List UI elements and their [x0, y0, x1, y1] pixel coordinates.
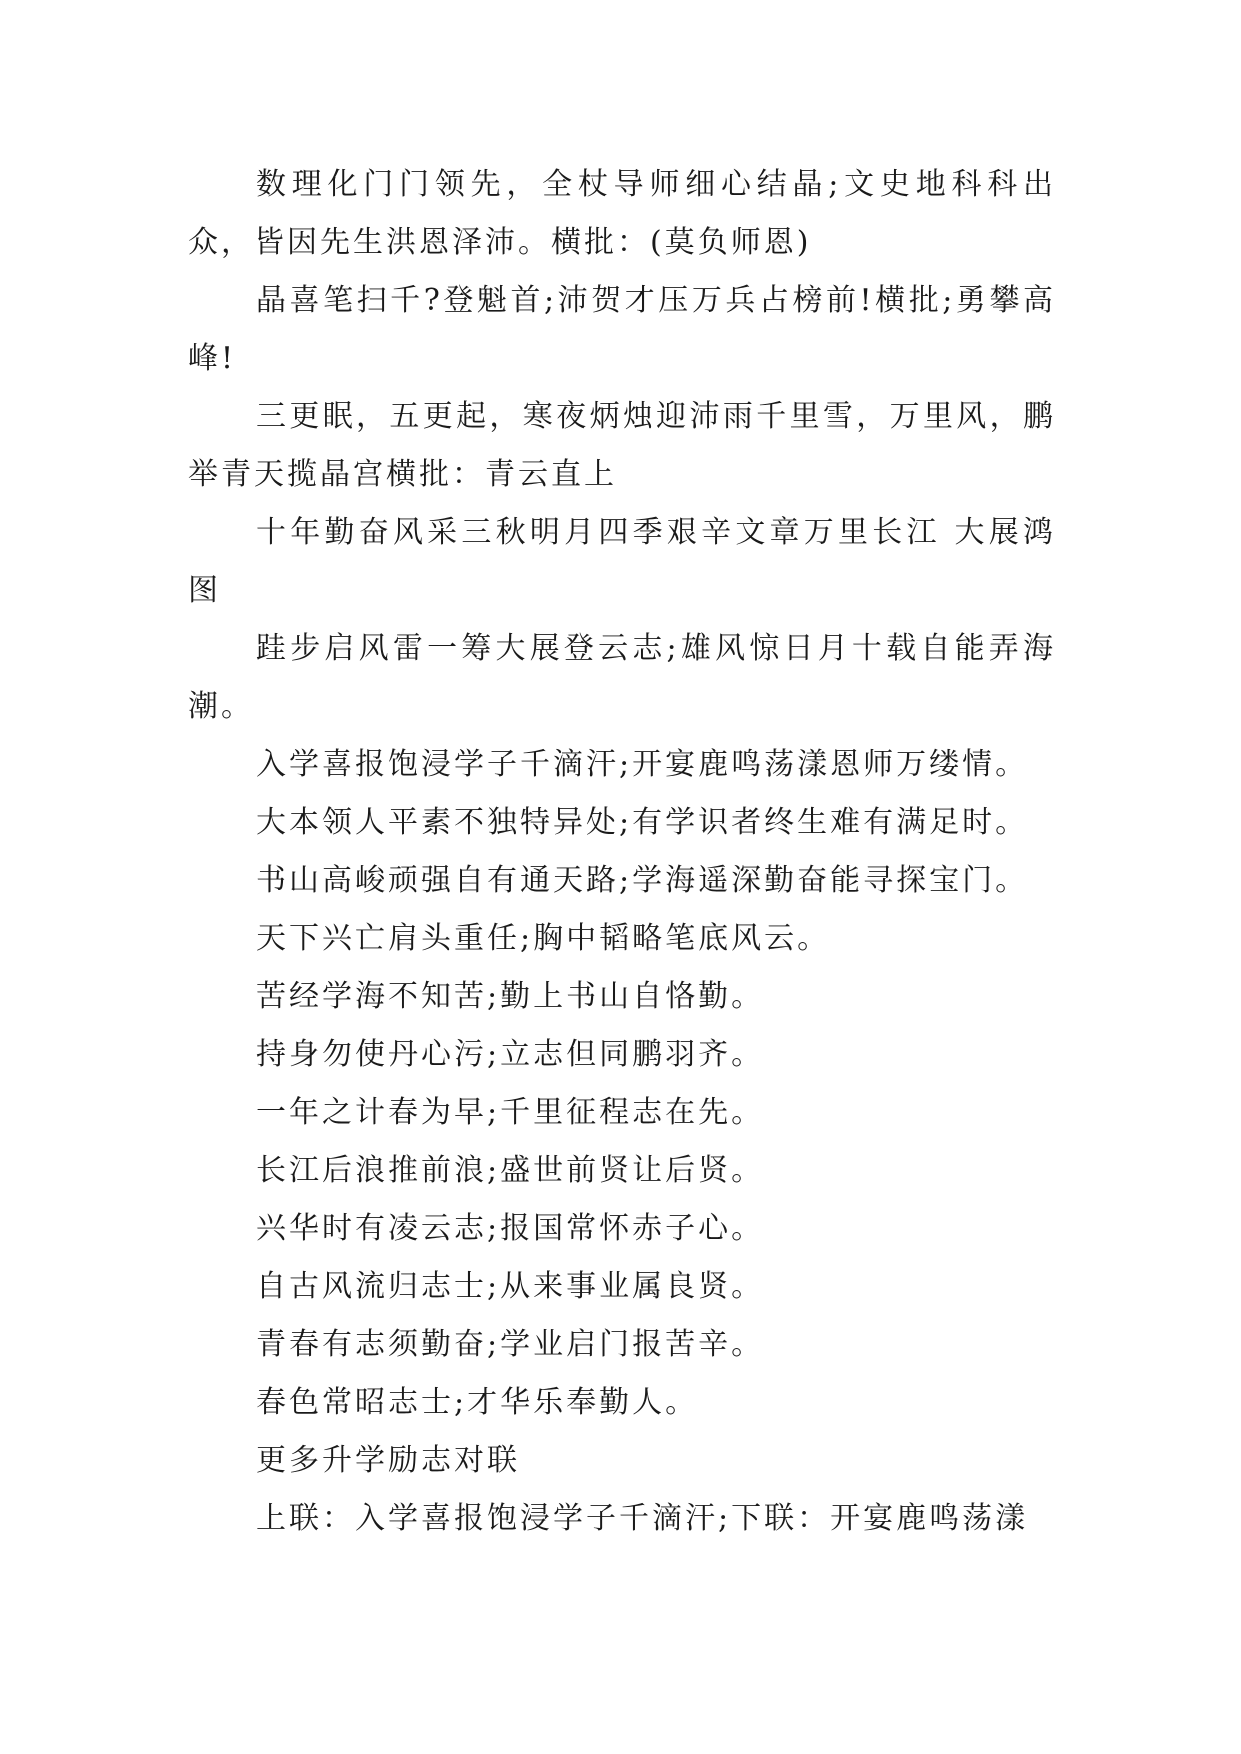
paragraph: 自古风流归志士;从来事业属良贤。: [256, 1269, 765, 1304]
paragraph: 数理化门门领先，全杖导师细心结晶;文史地科科出众，皆因先生洪恩泽沛。横批：(莫负师恩): [188, 167, 1056, 260]
paragraph: 持身勿使丹心污;立志但同鹏羽齐。: [256, 1037, 765, 1072]
paragraph: 天下兴亡肩头重任;胸中韬略笔底风云。: [256, 921, 831, 956]
paragraph: 一年之计春为早;千里征程志在先。: [256, 1095, 765, 1130]
paragraph: 跬步启风雷一筹大展登云志;雄风惊日月十载自能弄海潮。: [188, 631, 1056, 724]
paragraph: 晶喜笔扫千?登魁首;沛贺才压万兵占榜前!横批;勇攀高峰!: [188, 283, 1056, 376]
section-heading: 更多升学励志对联: [256, 1443, 520, 1478]
paragraph: 入学喜报饱浸学子千滴汗;开宴鹿鸣荡漾恩师万缕情。: [256, 747, 1029, 782]
paragraph: 长江后浪推前浪;盛世前贤让后贤。: [256, 1153, 765, 1188]
paragraph: 苦经学海不知苦;勤上书山自恪勤。: [256, 979, 765, 1014]
paragraph: 书山高峻顽强自有通天路;学海遥深勤奋能寻探宝门。: [256, 863, 1029, 898]
paragraph: 十年勤奋风采三秋明月四季艰辛文章万里长江 大展鸿图: [188, 515, 1056, 608]
paragraph: 上联：入学喜报饱浸学子千滴汗;下联：开宴鹿鸣荡漾: [256, 1501, 1029, 1536]
paragraph: 兴华时有凌云志;报国常怀赤子心。: [256, 1211, 765, 1246]
paragraph: 春色常昭志士;才华乐奉勤人。: [256, 1385, 699, 1420]
paragraph: 大本领人平素不独特异处;有学识者终生难有满足时。: [256, 805, 1029, 840]
document-body: [188, 156, 1056, 1548]
paragraph: 青春有志须勤奋;学业启门报苦辛。: [256, 1327, 765, 1362]
paragraph: 三更眠，五更起，寒夜炳烛迎沛雨千里雪，万里风，鹏举青天揽晶宫横批：青云直上: [188, 399, 1056, 492]
